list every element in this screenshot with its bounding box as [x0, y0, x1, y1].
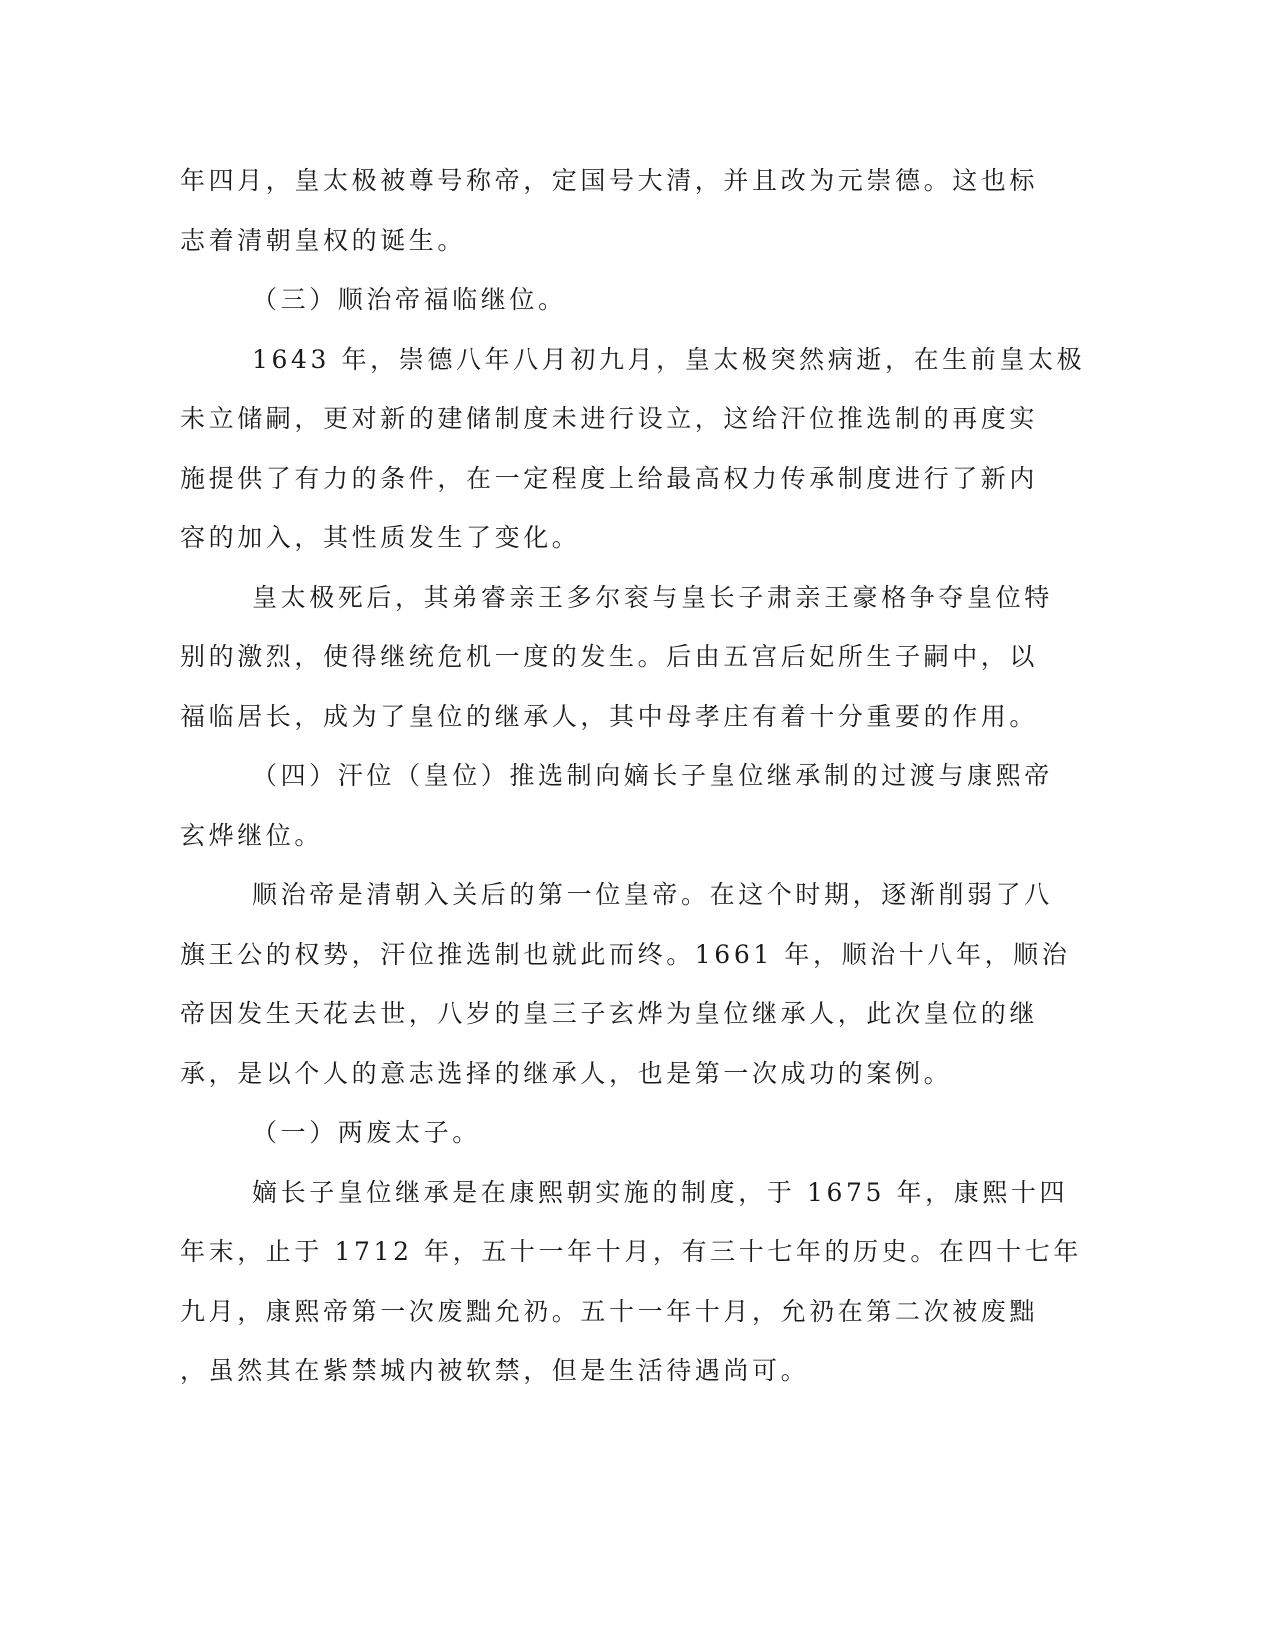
section-heading-3: （三）顺治帝福临继位。 [252, 285, 567, 314]
text-line-14: 旗王公的权势，汗位推选制也就此而终。1661 年，顺治十八年，顺治 [180, 939, 1071, 969]
text-line-5: 未立储嗣，更对新的建储制度未进行设立，这给汗位推选制的再度实 [180, 404, 1039, 433]
text-line-13: 顺治帝是清朝入关后的第一位皇帝。在这个时期，逐渐削弱了八 [252, 880, 1053, 909]
text-line-12: 玄烨继位。 [180, 820, 324, 850]
text-line-18: 嫡长子皇位继承是在康熙朝实施的制度，于 1675 年，康熙十四 [252, 1177, 1069, 1207]
text-line-8: 皇太极死后，其弟睿亲王多尔衮与皇长子肃亲王豪格争夺皇位特 [252, 582, 1053, 612]
text-line-6: 施提供了有力的条件，在一定程度上给最高权力传承制度进行了新内 [180, 463, 1039, 493]
text-line-1: 年四月，皇太极被尊号称帝，定国号大清，并且改为元崇德。这也标 [180, 166, 1039, 195]
text-line-7: 容的加入，其性质发生了变化。 [180, 523, 581, 552]
text-line-20: 九月，康熙帝第一次废黜允礽。五十一年十月，允礽在第二次被废黜 [180, 1296, 1039, 1326]
section-heading-4: （四）汗位（皇位）推选制向嫡长子皇位继承制的过渡与康熙帝 [252, 761, 1053, 790]
text-line-10: 福临居长，成为了皇位的继承人，其中母孝庄有着十分重要的作用。 [180, 701, 1039, 731]
text-line-15: 帝因发生天花去世，八岁的皇三子玄烨为皇位继承人，此次皇位的继 [180, 999, 1039, 1028]
text-line-4: 1643 年，崇德八年八月初九月，皇太极突然病逝，在生前皇太极 [252, 344, 1086, 374]
body-text [180, 156, 1086, 1406]
text-line-19: 年末，止于 1712 年，五十一年十月，有三十七年的历史。在四十七年 [180, 1237, 1082, 1266]
section-heading-1: （一）两废太子。 [252, 1118, 481, 1147]
text-line-16: 承，是以个人的意志选择的继承人，也是第一次成功的案例。 [180, 1058, 953, 1088]
text-line-9: 别的激烈，使得继统危机一度的发生。后由五宫后妃所生子嗣中，以 [180, 642, 1039, 671]
text-line-21: ，虽然其在紫禁城内被软禁，但是生活待遇尚可。 [180, 1356, 810, 1385]
text-line-2: 志着清朝皇权的诞生。 [180, 225, 467, 255]
